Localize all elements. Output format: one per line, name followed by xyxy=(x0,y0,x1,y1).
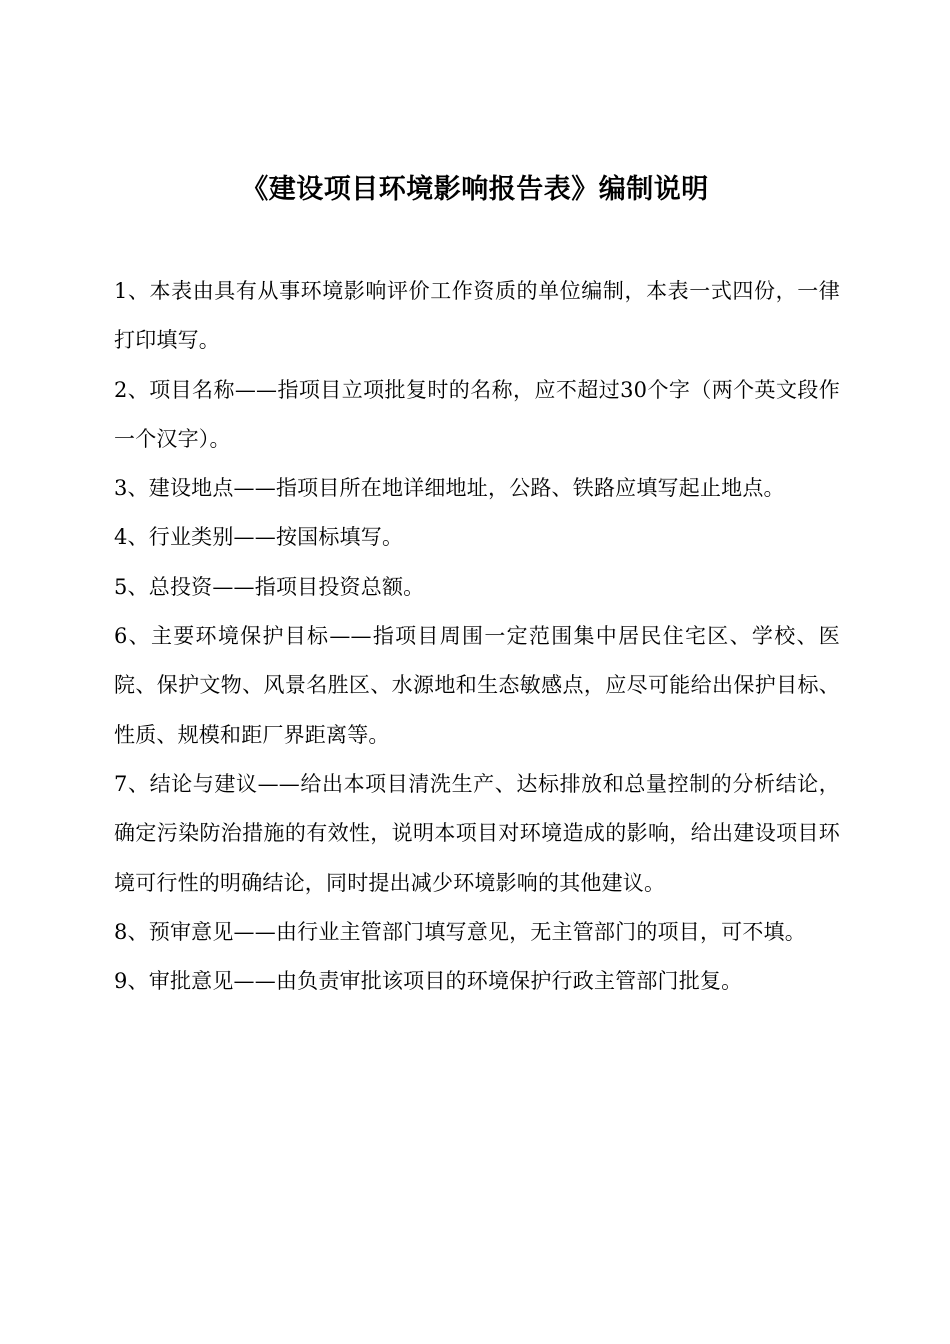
instruction-item-7: 7、结论与建议——给出本项目清洗生产、达标排放和总量控制的分析结论，确定污染防治措施的有效性，说明本项目对环境造成的影响，给出建设项目环境可行性的明确结论，同时提出减少环境影响的其他建议。 xyxy=(114,771,840,895)
instruction-item-8: 8、预审意见——由行业主管部门填写意见，无主管部门的项目，可不填。 xyxy=(114,919,806,944)
instruction-item-9: 9、审批意见——由负责审批该项目的环境保护行政主管部门批复。 xyxy=(114,969,743,994)
instruction-item-1: 1、本表由具有从事环境影响评价工作资质的单位编制，本表一式四份，一律打印填写。 xyxy=(114,279,840,353)
instruction-item-2: 2、项目名称——指项目立项批复时的名称，应不超过30个字（两个英文段作一个汉字）。 xyxy=(114,377,840,451)
document-title: 《建设项目环境影响报告表》编制说明 xyxy=(241,174,709,205)
instruction-item-6: 6、主要环境保护目标——指项目周围一定范围集中居民住宅区、学校、医院、保护文物、风景名胜区、水源地和生态敏感点，应尽可能给出保护目标、性质、规模和距厂界距离等。 xyxy=(114,624,840,747)
instructions-list xyxy=(114,267,840,1006)
instruction-item-4: 4、行业类别——按国标填写。 xyxy=(114,525,404,550)
instruction-item-5: 5、总投资——指项目投资总额。 xyxy=(114,574,425,599)
instruction-item-3: 3、建设地点——指项目所在地详细地址，公路、铁路应填写起止地点。 xyxy=(114,476,785,501)
